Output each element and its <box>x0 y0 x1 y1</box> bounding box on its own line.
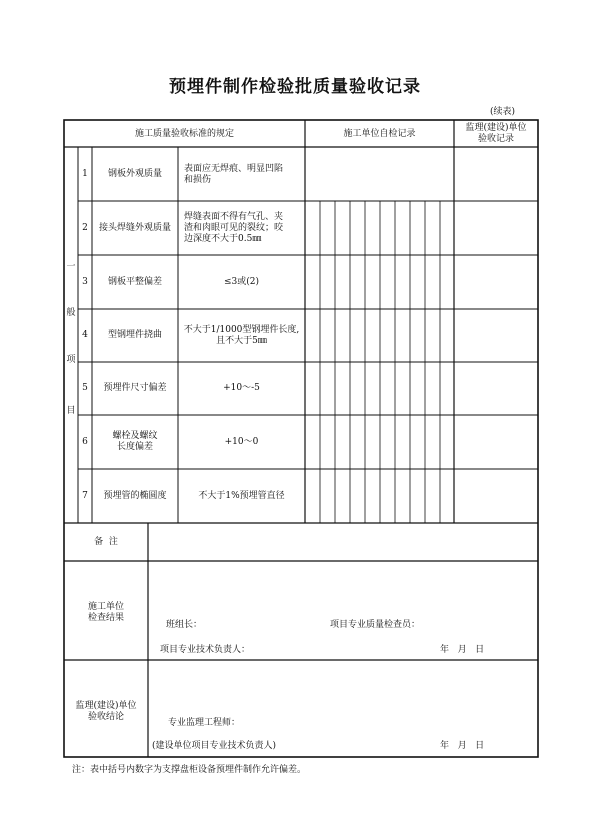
footnote: 注：表中括号内数字为支撑盘柜设备预埋件制作允许偏差。 <box>72 765 307 775</box>
supervising-engineer-label: 专业监理工程师： <box>168 718 241 728</box>
row-requirement: 不大于1%预埋管直径 <box>198 491 285 501</box>
row-item: 长度偏差 <box>116 442 153 452</box>
row-item: 钢板平整偏差 <box>107 277 162 287</box>
category-char: 目 <box>66 406 76 416</box>
row-requirement: +10～-5 <box>223 383 260 393</box>
row-requirement: +10～0 <box>224 437 259 447</box>
supervision-date: 年 月 日 <box>440 741 485 751</box>
category-char: 一 <box>66 262 76 272</box>
header-supervisor-line1: 监理(建设)单位 <box>465 123 527 133</box>
construction-date: 年 月 日 <box>440 645 485 655</box>
row-item: 预埋管的椭圆度 <box>103 491 167 501</box>
supervision-label-line2: 验收结论 <box>87 712 124 722</box>
row-number: 3 <box>82 277 88 287</box>
header-self-check: 施工单位自检记录 <box>343 129 416 139</box>
team-leader-label: 班组长： <box>166 620 203 630</box>
tech-lead-label: 项目专业技术负责人： <box>160 645 251 655</box>
header-supervisor-line2: 验收记录 <box>477 134 514 144</box>
row-number: 1 <box>82 169 88 179</box>
remarks-label: 备 注 <box>94 537 118 547</box>
row-requirement: 焊缝表面不得有气孔、夹 <box>184 212 284 222</box>
continued-label: (续表) <box>490 107 516 117</box>
category-char: 项 <box>66 355 76 365</box>
row-requirement: 渣和肉眼可见的裂纹；咬 <box>184 223 284 233</box>
row-number: 2 <box>82 223 88 233</box>
quality-inspector-label: 项目专业质量检查员： <box>330 620 421 630</box>
row-item: 型钢埋件挠曲 <box>107 330 162 340</box>
category-char: 般 <box>66 308 76 318</box>
row-requirement: 和损伤 <box>184 175 212 185</box>
construction-label-line2: 检查结果 <box>87 613 124 623</box>
header-standard: 施工质量验收标准的规定 <box>134 129 234 139</box>
construction-label-line1: 施工单位 <box>87 602 124 612</box>
row-item: 接头焊缝外观质量 <box>98 223 171 233</box>
row-requirement: ≤3或(2) <box>223 277 260 287</box>
row-number: 5 <box>82 383 88 393</box>
owner-tech-lead-label: (建设单位项目专业技术负责人) <box>152 741 277 751</box>
row-item: 钢板外观质量 <box>107 169 162 179</box>
row-number: 6 <box>82 437 88 447</box>
row-number: 4 <box>82 330 88 340</box>
row-number: 7 <box>82 491 88 501</box>
remarks-field[interactable] <box>149 524 537 560</box>
page-title: 预埋件制作检验批质量验收记录 <box>169 77 421 97</box>
row-requirement: 不大于1/1000型钢埋件长度, <box>183 325 300 335</box>
row-requirement: 表面应无焊痕、明显凹陷 <box>184 164 284 174</box>
supervision-label-line1: 监理(建设)单位 <box>75 701 137 711</box>
row-requirement: 边深度不大于0.5㎜ <box>184 234 262 244</box>
row-item: 预埋件尺寸偏差 <box>103 383 167 393</box>
row-item: 螺栓及螺纹 <box>112 431 158 441</box>
row-requirement: 且不大于5㎜ <box>216 336 267 346</box>
